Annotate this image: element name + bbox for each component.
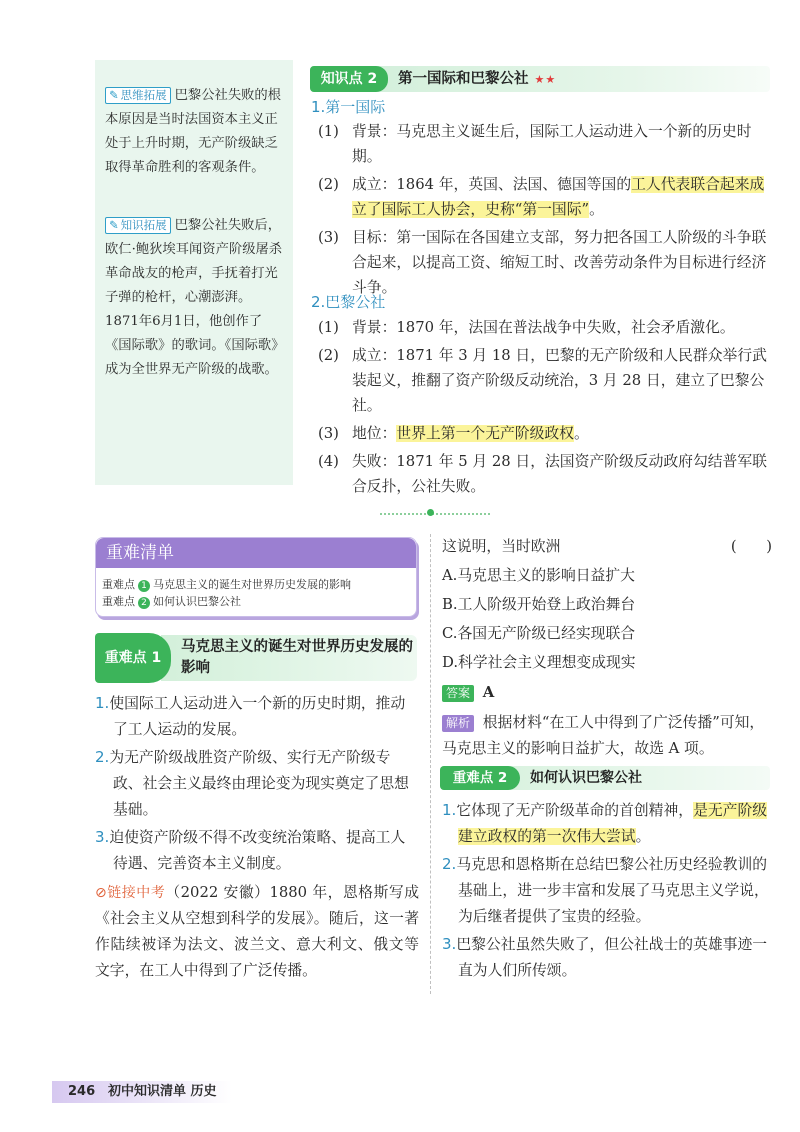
knowledge-extension-tag xyxy=(105,217,171,234)
option-d: D.科学社会主义理想变成现实 xyxy=(442,654,636,671)
knowledge-extension-text: 巴黎公社失败后，欧仁·鲍狄埃耳闻资产阶级屠杀革命战友的枪声，手抚着打光子弹的枪杆，心潮澎湃。1871年6月1日，他创作了《国际歌》的歌词。《国际歌》成为全世界无产阶级的战歌。 xyxy=(105,218,285,377)
item-text: 成立：1871 年 3 月 18 日，巴黎的无产阶级和人民群众举行武装起义，推翻了资产阶级反动统治，3 月 28 日，建立了巴黎公社。 xyxy=(352,347,767,414)
list-item xyxy=(95,690,419,743)
item-number: 2. xyxy=(95,748,110,766)
item-text: 目标：第一国际在各国建立支部，努力把各国工人阶级的斗争联合起来，以提高工资、缩短工时、改善劳动条件为目标进行经济斗争。 xyxy=(352,229,767,296)
item-text-end: 。 xyxy=(573,425,589,442)
page-number: 246 xyxy=(68,1084,96,1099)
key-point-1-badge: 重难点 1 xyxy=(95,633,171,683)
key-point-line xyxy=(96,593,416,610)
item-number: (3) xyxy=(318,229,339,246)
item-number: 2. xyxy=(442,855,457,873)
item-number: (3) xyxy=(318,425,339,442)
item-number: (1) xyxy=(318,319,339,336)
answer-line xyxy=(442,680,772,706)
section-title-first-international: 1.第一国际 xyxy=(311,98,386,116)
item-text-end: 。 xyxy=(635,828,651,845)
item-text: 成立：1864 年，英国、法国、德国等国的 xyxy=(352,176,632,193)
key-point-text: 马克思主义的诞生对世界历史发展的影响 xyxy=(153,578,351,591)
difficulty-stars-icon: ★★ xyxy=(534,73,557,86)
knowledge-point-title xyxy=(398,66,556,93)
section-divider xyxy=(380,513,490,515)
knowledge-point-badge: 知识点 2 xyxy=(310,66,388,92)
analysis-text: 根据材料“在工人中得到了广泛传播”可知，马克思主义的影响日益扩大，故选 A 项。 xyxy=(442,714,765,757)
question-stem-text: 这说明，当时欧洲 xyxy=(442,538,561,555)
list-item xyxy=(318,225,776,300)
link-icon: ⊘ xyxy=(95,885,107,901)
knowledge-extension xyxy=(105,214,285,382)
key-point-2-header xyxy=(440,766,770,790)
book-title: 初中知识清单 历史 xyxy=(108,1084,217,1099)
question-stem xyxy=(442,534,772,560)
key-point-label: 重难点 xyxy=(102,595,135,608)
exam-link-paragraph xyxy=(95,880,419,984)
exam-link-text: （2022 安徽）1880 年，恩格斯写成《社会主义从空想到科学的发展》。随后，这一著作陆续被译为法文、波兰文、意大利文、俄文等文字，在工人中得到了广泛传播。 xyxy=(95,884,419,979)
item-number: (1) xyxy=(318,123,339,140)
item-text-end: 。 xyxy=(589,201,604,218)
item-text: 背景：1870 年，法国在普法战争中失败，社会矛盾激化。 xyxy=(352,319,735,336)
number-circle-icon: 1 xyxy=(138,580,150,592)
item-text: 地位： xyxy=(352,425,397,442)
list-item xyxy=(442,851,772,930)
item-text: 使国际工人运动进入一个新的历史时期，推动了工人运动的发展。 xyxy=(109,695,406,738)
item-text: 巴黎公社虽然失败了，但公社战士的英雄事迹一直为人们所传颂。 xyxy=(456,936,768,979)
item-text: 它体现了无产阶级革命的首创精神， xyxy=(456,802,694,819)
analysis-line xyxy=(442,710,772,762)
list-item xyxy=(442,797,772,850)
list-item xyxy=(318,315,776,340)
item-number: (2) xyxy=(318,176,339,193)
exam-link-tag xyxy=(95,885,165,901)
option-c: C.各国无产阶级已经实现联合 xyxy=(442,625,636,642)
question-block xyxy=(442,534,772,762)
knowledge-extension-label: 知识拓展 xyxy=(120,218,167,232)
key-points-title: 重难清单 xyxy=(96,538,416,568)
key-point-line xyxy=(96,576,416,593)
list-item xyxy=(318,449,776,499)
highlighted-text: 世界上第一个无产阶级政权 xyxy=(396,425,574,442)
item-number: 3. xyxy=(442,935,457,953)
item-text: 背景：马克思主义诞生后，国际工人运动进入一个新的历史时期。 xyxy=(352,123,752,165)
paris-commune-list xyxy=(318,315,776,499)
item-number: (2) xyxy=(318,347,339,364)
key-point-2-list xyxy=(442,797,772,984)
option-a: A.马克思主义的影响日益扩大 xyxy=(442,567,635,584)
bulb-icon: ✎ xyxy=(109,88,119,102)
analysis-tag: 解析 xyxy=(442,715,474,732)
key-point-2-badge: 重难点 2 xyxy=(440,766,520,790)
key-point-label: 重难点 xyxy=(102,578,135,591)
option-b: B.工人阶级开始登上政治舞台 xyxy=(442,596,636,613)
list-item xyxy=(318,421,776,446)
highlighted-text: 是无产阶级建立政权的第一次伟大尝试 xyxy=(458,802,768,845)
list-item xyxy=(318,172,776,222)
list-item xyxy=(318,343,776,418)
first-international-list xyxy=(318,119,776,300)
list-item xyxy=(442,931,772,984)
item-number: 1. xyxy=(95,694,110,712)
list-item xyxy=(95,744,419,823)
think-extension-tag xyxy=(105,87,171,104)
key-points-list-box xyxy=(95,537,417,617)
highlighted-text: 工人代表联合起来成立了国际工人协会，史称“第一国际” xyxy=(352,176,765,218)
list-item xyxy=(95,824,419,877)
key-point-text: 如何认识巴黎公社 xyxy=(153,595,241,608)
knowledge-point-title-text: 第一国际和巴黎公社 xyxy=(398,71,529,87)
knowledge-point-header xyxy=(310,66,770,92)
answer-value: A xyxy=(482,684,495,701)
item-text: 马克思和恩格斯在总结巴黎公社历史经验教训的基础上，进一步丰富和发展了马克思主义学说，为后继者提供了宝贵的经验。 xyxy=(456,856,769,925)
number-circle-icon: 2 xyxy=(138,597,150,609)
answer-bracket: ( ) xyxy=(730,538,772,555)
item-number: 1. xyxy=(442,801,457,819)
think-extension xyxy=(105,84,285,180)
section-title-paris-commune: 2.巴黎公社 xyxy=(311,293,386,311)
think-extension-text: 巴黎公社失败的根本原因是当时法国资本主义正处于上升时期，无产阶级缺乏取得革命胜利的客观条件。 xyxy=(105,88,282,175)
sidebar-panel xyxy=(95,60,293,485)
column-divider xyxy=(430,534,431,994)
key-point-2-title: 如何认识巴黎公社 xyxy=(530,770,642,786)
key-point-1-title: 马克思主义的诞生对世界历史发展的影响 xyxy=(181,639,413,676)
item-text: 为无产阶级战胜资产阶级、实行无产阶级专政、社会主义最终由理论变为现实奠定了思想基础。 xyxy=(109,749,409,818)
key-point-1-list xyxy=(95,690,419,984)
item-number: (4) xyxy=(318,453,339,470)
key-point-1-header xyxy=(95,633,417,683)
divider-dot-icon xyxy=(427,509,434,516)
exam-link-label: 链接中考 xyxy=(106,885,166,901)
answer-tag: 答案 xyxy=(442,685,474,702)
item-text: 迫使资产阶级不得不改变统治策略、提高工人待遇、完善资本主义制度。 xyxy=(109,829,406,872)
list-item xyxy=(318,119,776,169)
bulb-icon: ✎ xyxy=(109,218,119,232)
think-extension-label: 思维拓展 xyxy=(120,88,167,102)
item-text: 失败：1871 年 5 月 28 日，法国资产阶级反动政府勾结普军联合反扑，公社失败。 xyxy=(352,453,767,495)
item-number: 3. xyxy=(95,828,110,846)
page-footer xyxy=(52,1079,342,1105)
